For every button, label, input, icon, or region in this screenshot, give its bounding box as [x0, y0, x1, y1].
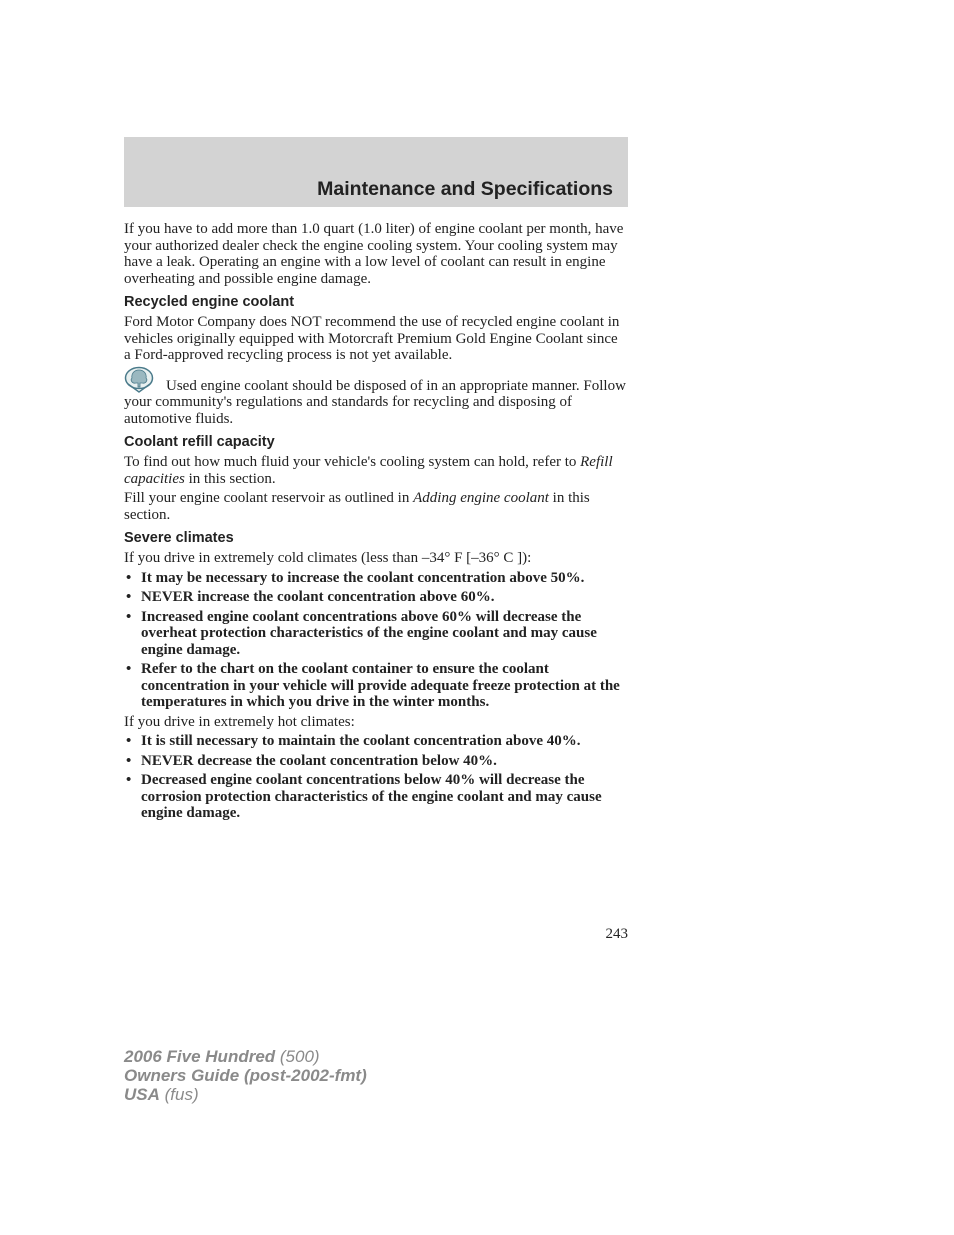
severe-climates-heading: Severe climates: [124, 530, 234, 546]
adding-coolant-reference: Adding engine coolant: [413, 490, 549, 506]
environment-tree-icon: [124, 366, 154, 394]
list-item: • NEVER increase the coolant concentration above 60%.: [124, 589, 628, 606]
refill-capacity-paragraph: [124, 454, 628, 487]
footer-model-name: 2006 Five Hundred: [124, 1047, 276, 1066]
list-item: • It may be necessary to increase the coolant concentration above 50%.: [124, 570, 628, 587]
intro-paragraph: If you have to add more than 1.0 quart (1.0 liter) of engine coolant per month, have your authorized dealer check the engine cooling system. Your cooling system may have a leak. Operating an engine with a low level of coolant can result in engine overheating and possible engine damage.: [124, 221, 624, 287]
list-item: • Refer to the chart on the coolant container to ensure the coolant concentration in your vehicle will provide adequate freeze protection at the temperatures in which you drive in the winter months.: [124, 661, 628, 711]
refill-capacity-heading: Coolant refill capacity: [124, 434, 275, 450]
list-item: • Increased engine coolant concentrations above 60% will decrease the overheat protection characteristics of the engine coolant and may cause engine damage.: [124, 609, 628, 659]
recycled-coolant-heading: Recycled engine coolant: [124, 294, 295, 310]
section-title: Maintenance and Specifications: [317, 178, 613, 200]
reservoir-paragraph: [124, 490, 628, 523]
refill-text-start: To find out how much fluid your vehicle's cooling system can hold, refer to: [124, 454, 581, 470]
footer-guide-name: Owners Guide (post-2002-fmt): [124, 1066, 367, 1085]
recycled-coolant-paragraph: Ford Motor Company does NOT recommend the use of recycled engine coolant in vehicles originally equipped with Motorcraft Premium Gold Engine Coolant since a Ford-approved recycling process is not yet available.: [124, 314, 620, 363]
list-item: • NEVER decrease the coolant concentration below 40%.: [124, 753, 628, 770]
page-content: [124, 221, 628, 825]
section-header: [124, 137, 628, 207]
list-item: • Decreased engine coolant concentrations below 40% will decrease the corrosion protection characteristics of the engine coolant and may cause engine damage.: [124, 772, 628, 822]
footer-model-code: (500): [275, 1047, 320, 1066]
footer-line-guide: [124, 1066, 367, 1085]
footer-region: USA: [124, 1085, 160, 1104]
footer-region-code: (fus): [159, 1085, 199, 1104]
hot-climate-intro: If you drive in extremely hot climates:: [124, 713, 355, 730]
cold-climate-list: [124, 570, 628, 711]
list-item: • It is still necessary to maintain the coolant concentration above 40%.: [124, 733, 628, 750]
footer-line-region: [124, 1085, 367, 1104]
environment-note: [124, 378, 628, 428]
environment-note-text: Used engine coolant should be disposed of in an appropriate manner. Follow your community's regulations and standards for recycling and disposing of automotive fluids.: [124, 377, 626, 427]
footer-line-model: [124, 1047, 367, 1066]
cold-climate-intro: If you drive in extremely cold climates (less than –34° F [–36° C ]):: [124, 550, 532, 566]
reservoir-text-start: Fill your engine coolant reservoir as outlined in: [124, 490, 414, 506]
refill-text-end: in this section.: [184, 470, 276, 487]
reservoir-text-end: in this section.: [124, 490, 590, 523]
page-number: 243: [605, 926, 628, 942]
document-footer: [124, 1047, 367, 1104]
hot-climate-list: [124, 733, 628, 822]
refill-capacities-reference: Refill capacities: [124, 454, 613, 487]
